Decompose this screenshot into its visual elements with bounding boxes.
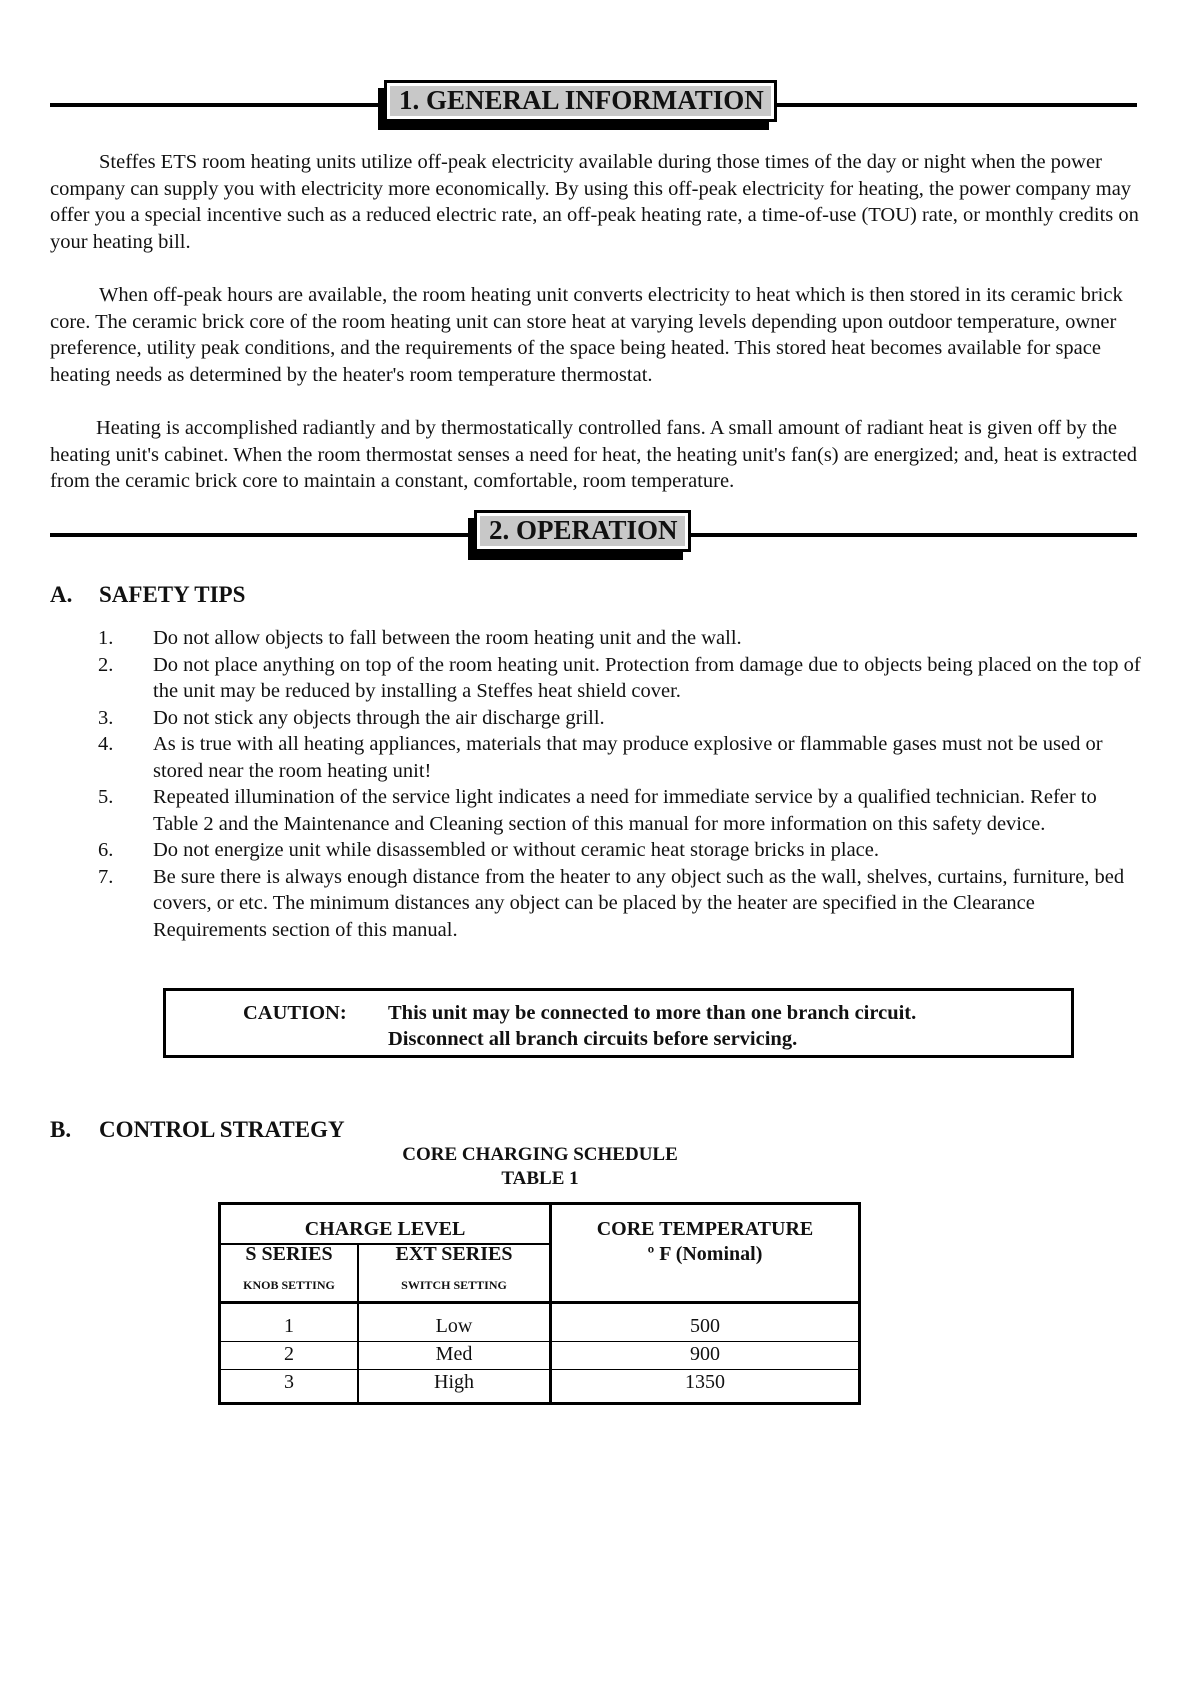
section-header-operation	[50, 510, 1137, 556]
table-cell-s: 2	[284, 1343, 294, 1365]
section-header-general-information	[50, 80, 1137, 126]
table-cell-s: 1	[284, 1315, 294, 1337]
header-charge-level: CHARGE LEVEL	[304, 1218, 466, 1240]
section-title: 1. GENERAL INFORMATION	[384, 80, 777, 122]
paragraph-off-peak: Steffes ETS room heating units utilize off-peak electricity available during those times of the day or night when the power company can supply you with electricity more economically. By using this off-peak electricity for heating, the power company may offer you a special incentive such as a reduced electric rate, an off-peak heating rate, a time-of-use (TOU) rate, or monthly credits on your heating bill.	[50, 151, 1139, 253]
header-s-series: S SERIES	[245, 1243, 333, 1265]
table-cell-temp: 900	[690, 1343, 720, 1365]
subheading-title: SAFETY TIPS	[99, 582, 246, 607]
caution-line-2: Disconnect all branch circuits before servicing.	[388, 1028, 798, 1050]
table-cell-ext: High	[434, 1371, 474, 1393]
header-ext-series: EXT SERIES	[395, 1243, 513, 1265]
subheading-control-strategy	[50, 1117, 345, 1143]
caution-label: CAUTION:	[243, 1002, 347, 1024]
subheading-letter: A.	[50, 582, 73, 607]
list-item: 6. Do not energize unit while disassembled or without ceramic heat storage bricks in place.	[98, 839, 880, 861]
paragraph-storage: When off-peak hours are available, the room heating unit converts electricity to heat which is then stored in its ceramic brick core. The ceramic brick core of the room heating unit can store heat at varying levels depending upon outdoor temperature, owner preference, utility peak conditions, and the requirements of the space being heated. This stored heat becomes available for space heating needs as determined by the heater's room temperature thermostat.	[50, 284, 1123, 386]
list-item: 3. Do not stick any objects through the air discharge grill.	[98, 706, 605, 729]
list-item: 4. As is true with all heating appliances, materials that may produce explosive or flammable gases must not be used or stored near the room heating unit!	[98, 733, 1103, 782]
list-item: 2. Do not place anything on top of the room heating unit. Protection from damage due to objects being placed on the top of the unit may be reduced by installing a Steffes heat shield cover.	[98, 653, 1141, 702]
core-charging-table	[218, 1202, 861, 1405]
subheading-safety-tips	[50, 582, 245, 608]
header-switch-setting: SWITCH SETTING	[401, 1278, 507, 1292]
paragraph-heating: Heating is accomplished radiantly and by thermostatically controlled fans. A small amount of radiant heat is given off by the heating unit's cabinet. When the room thermostat senses a need for heat, the heating unit's fan(s) are energized; and, heat is extracted from the ceramic brick core to maintain a constant, comfortable, room temperature.	[50, 417, 1138, 492]
header-knob-setting: KNOB SETTING	[243, 1278, 335, 1292]
table-cell-temp: 1350	[685, 1371, 725, 1393]
table-subtitle: TABLE 1	[501, 1168, 579, 1189]
list-item: 1. Do not allow objects to fall between the room heating unit and the wall.	[98, 627, 742, 649]
list-item: 7. Be sure there is always enough distance from the heater to any object such as the wall, shelves, curtains, furniture, bed covers, or etc. The minimum distances any object can be placed by the heater are specified in the Clearance Requirements section of this manual.	[98, 865, 1125, 941]
table-cell-ext: Low	[435, 1315, 473, 1337]
caution-line-1: This unit may be connected to more than one branch circuit.	[388, 1002, 917, 1024]
table-cell-s: 3	[284, 1371, 294, 1393]
table-cell-temp: 500	[690, 1315, 720, 1337]
list-item: 5. Repeated illumination of the service light indicates a need for immediate service by a qualified technician. Refer to Table 2 and the Maintenance and Cleaning section of this manual for more information on this safety device.	[98, 786, 1097, 835]
table-title: CORE CHARGING SCHEDULE	[402, 1144, 678, 1165]
subheading-letter: B.	[50, 1117, 72, 1142]
caution-text	[388, 1000, 916, 1052]
subheading-title: CONTROL STRATEGY	[99, 1117, 345, 1142]
table-cell-ext: Med	[435, 1343, 473, 1365]
caution-box	[163, 988, 1074, 1058]
header-core-temperature: CORE TEMPERATURE	[596, 1218, 814, 1240]
safety-tips-list	[98, 625, 1143, 943]
header-core-unit: º F (Nominal)	[647, 1243, 763, 1265]
section-title: 2. OPERATION	[474, 510, 691, 552]
